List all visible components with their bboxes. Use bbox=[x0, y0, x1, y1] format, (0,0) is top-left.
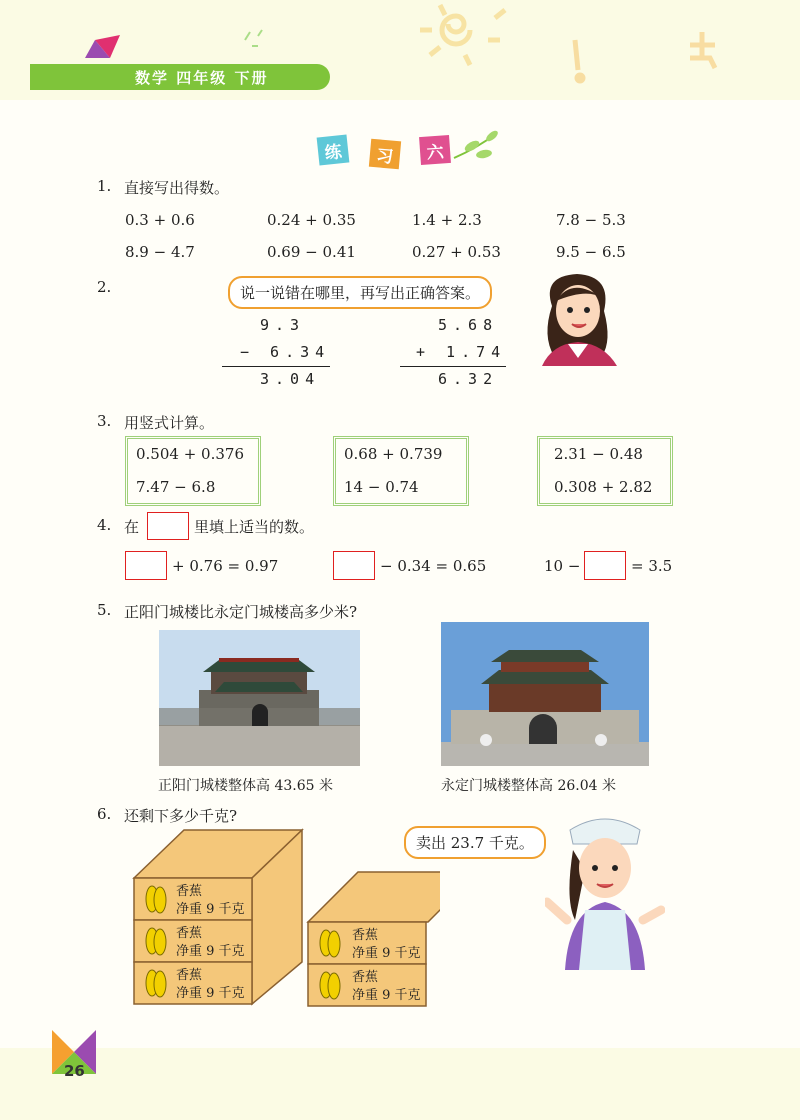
q3-number: 3. bbox=[97, 412, 112, 430]
box-label-name: 香蕉 bbox=[352, 970, 379, 985]
q2-left-b: − 6.34 bbox=[240, 343, 331, 361]
q1-item: 1.4 + 2.3 bbox=[412, 211, 482, 229]
box-label-name: 香蕉 bbox=[176, 884, 203, 899]
box-label-name: 香蕉 bbox=[176, 926, 203, 941]
q2-left-a: 9.3 bbox=[260, 316, 306, 334]
title-char-3: 六 bbox=[419, 135, 451, 165]
yongdingmen-photo bbox=[441, 622, 649, 766]
q1-item: 7.8 − 5.3 bbox=[556, 211, 626, 229]
q4-item-3-pre: 10 − bbox=[544, 557, 581, 575]
box-label-name: 香蕉 bbox=[176, 968, 203, 983]
book-title: 数学 四年级 下册 bbox=[135, 69, 269, 87]
q1-item: 8.9 − 4.7 bbox=[125, 243, 195, 261]
box-label-weight: 净重 9 千克 bbox=[176, 902, 245, 917]
zhengyangmen-photo bbox=[159, 630, 360, 766]
q4-pre: 在 bbox=[124, 518, 140, 536]
q2-right-result: 6.32 bbox=[438, 370, 499, 388]
answer-box[interactable] bbox=[333, 551, 375, 580]
q5-text: 正阳门城楼比永定门城楼高多少米? bbox=[124, 603, 358, 621]
shopkeeper-illustration bbox=[545, 810, 665, 970]
q4-post: 里填上适当的数。 bbox=[194, 518, 315, 536]
q4-item-2: − 0.34 = 0.65 bbox=[380, 557, 487, 575]
q1-item: 0.69 − 0.41 bbox=[267, 243, 356, 261]
girl-illustration bbox=[532, 266, 622, 366]
q2-speech-bubble: 说一说错在哪里，再写出正确答案。 bbox=[228, 276, 492, 309]
leaf-icon bbox=[452, 128, 502, 168]
q3-item: 2.31 − 0.48 bbox=[554, 445, 643, 463]
page-number: 26 bbox=[64, 1062, 85, 1080]
q1-number: 1. bbox=[97, 177, 112, 195]
answer-box[interactable] bbox=[584, 551, 626, 580]
q5-caption-2: 永定门城楼整体高 26.04 米 bbox=[441, 778, 616, 794]
q2-right-line bbox=[400, 366, 506, 367]
box-label-weight: 净重 9 千克 bbox=[176, 986, 245, 1001]
q1-item: 0.27 + 0.53 bbox=[412, 243, 501, 261]
answer-box[interactable] bbox=[125, 551, 167, 580]
footer-band bbox=[0, 1048, 800, 1120]
box-label-weight: 净重 9 千克 bbox=[352, 946, 421, 961]
title-char-2: 习 bbox=[369, 139, 401, 170]
q6-speech-bubble: 卖出 23.7 千克。 bbox=[404, 826, 546, 859]
sun-icon bbox=[420, 5, 505, 65]
q5-number: 5. bbox=[97, 601, 112, 619]
q6-text: 还剩下多少千克? bbox=[124, 807, 238, 825]
q2-right-b: + 1.74 bbox=[416, 343, 507, 361]
q4-number: 4. bbox=[97, 516, 112, 534]
q4-example-box bbox=[147, 512, 189, 540]
q3-item: 14 − 0.74 bbox=[344, 478, 419, 496]
q2-left-line bbox=[222, 366, 330, 367]
box-label-name: 香蕉 bbox=[352, 928, 379, 943]
q1-item: 9.5 − 6.5 bbox=[556, 243, 626, 261]
q3-text: 用竖式计算。 bbox=[124, 414, 215, 432]
q2-left-result: 3.04 bbox=[260, 370, 321, 388]
q4-item-3-post: = 3.5 bbox=[631, 557, 673, 575]
q6-number: 6. bbox=[97, 805, 112, 823]
q3-item: 0.308 + 2.82 bbox=[554, 478, 653, 496]
box-label-weight: 净重 9 千克 bbox=[176, 944, 245, 959]
q2-number: 2. bbox=[97, 278, 112, 296]
q1-item: 0.3 + 0.6 bbox=[125, 211, 195, 229]
footer-decoration bbox=[52, 1030, 102, 1090]
q1-item: 0.24 + 0.35 bbox=[267, 211, 356, 229]
q3-item: 7.47 − 6.8 bbox=[136, 478, 216, 496]
box-label-weight: 净重 9 千克 bbox=[352, 988, 421, 1003]
q5-caption-1: 正阳门城楼整体高 43.65 米 bbox=[158, 778, 333, 794]
q1-text: 直接写出得数。 bbox=[124, 179, 230, 197]
title-char-1: 练 bbox=[317, 135, 350, 166]
q3-item: 0.68 + 0.739 bbox=[344, 445, 443, 463]
q4-item-1: + 0.76 = 0.97 bbox=[172, 557, 279, 575]
q3-item: 0.504 + 0.376 bbox=[136, 445, 244, 463]
q2-right-a: 5.68 bbox=[438, 316, 499, 334]
